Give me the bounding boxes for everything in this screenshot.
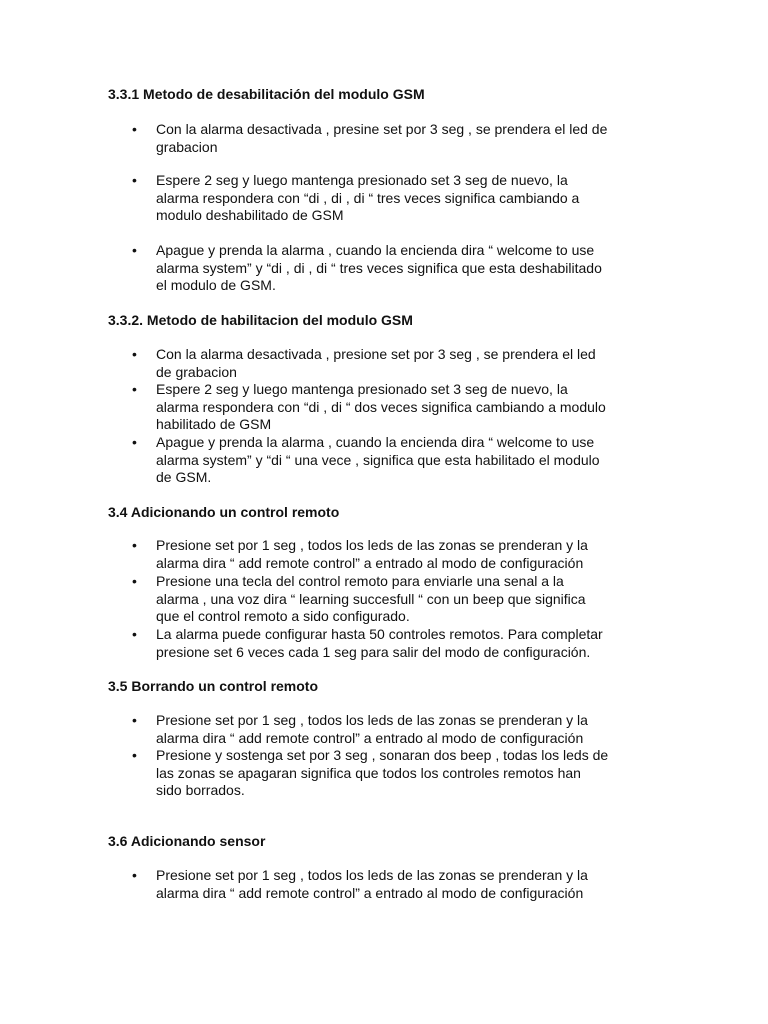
list-item: • Espere 2 seg y luego mantenga presionado set 3 seg de nuevo, la alarma respondera con “di , di , di “ tres veces significa cambiando a modulo deshabilitado de GSM bbox=[156, 172, 660, 225]
list-item: • Presione y sostenga set por 3 seg , sonaran dos beep , todas los leds de las zonas se apagaran significa que todos los controles remotos han sido borrados. bbox=[156, 747, 660, 800]
section-heading: 3.3.2. Metodo de habilitacion del modulo GSM bbox=[108, 312, 413, 328]
section-heading: 3.5 Borrando un control remoto bbox=[108, 678, 319, 694]
list-item: • Presione set por 1 seg , todos los leds de las zonas se prenderan y la alarma dira “ add remote control” a entrado al modo de configuración bbox=[156, 712, 660, 747]
list-item: • Presione set por 1 seg , todos los leds de las zonas se prenderan y la alarma dira “ add remote control” a entrado al modo de configuración bbox=[156, 867, 660, 902]
list-item: • Presione set por 1 seg , todos los leds de las zonas se prenderan y la alarma dira “ add remote control” a entrado al modo de configuración bbox=[156, 537, 660, 572]
list-item: • Apague y prenda la alarma , cuando la encienda dira “ welcome to use alarma system” y “di , di , di “ tres veces significa que esta deshabilitado el modulo de GSM. bbox=[156, 242, 660, 295]
list-item: • Presione una tecla del control remoto para enviarle una senal a la alarma , una voz dira “ learning succesfull “ con un beep que significa que el control remoto a sido configurado. bbox=[156, 573, 660, 626]
list-item: • Apague y prenda la alarma , cuando la encienda dira “ welcome to use alarma system” y “di “ una vece , significa que esta habilitado el modulo de GSM. bbox=[156, 434, 660, 487]
section-heading: 3.6 Adicionando sensor bbox=[108, 833, 266, 849]
list-item: • Espere 2 seg y luego mantenga presionado set 3 seg de nuevo, la alarma respondera con “di , di “ dos veces significa cambiando a modulo habilitado de GSM bbox=[156, 381, 660, 434]
list-item: • Con la alarma desactivada , presine set por 3 seg , se prendera el led de grabacion bbox=[156, 121, 660, 156]
section-heading: 3.3.1 Metodo de desabilitación del modulo GSM bbox=[108, 86, 425, 102]
list-item: • La alarma puede configurar hasta 50 controles remotos. Para completar presione set 6 veces cada 1 seg para salir del modo de configuración. bbox=[156, 626, 660, 661]
list-item: • Con la alarma desactivada , presione set por 3 seg , se prendera el led de grabacion bbox=[156, 346, 660, 381]
section-heading: 3.4 Adicionando un control remoto bbox=[108, 504, 340, 520]
